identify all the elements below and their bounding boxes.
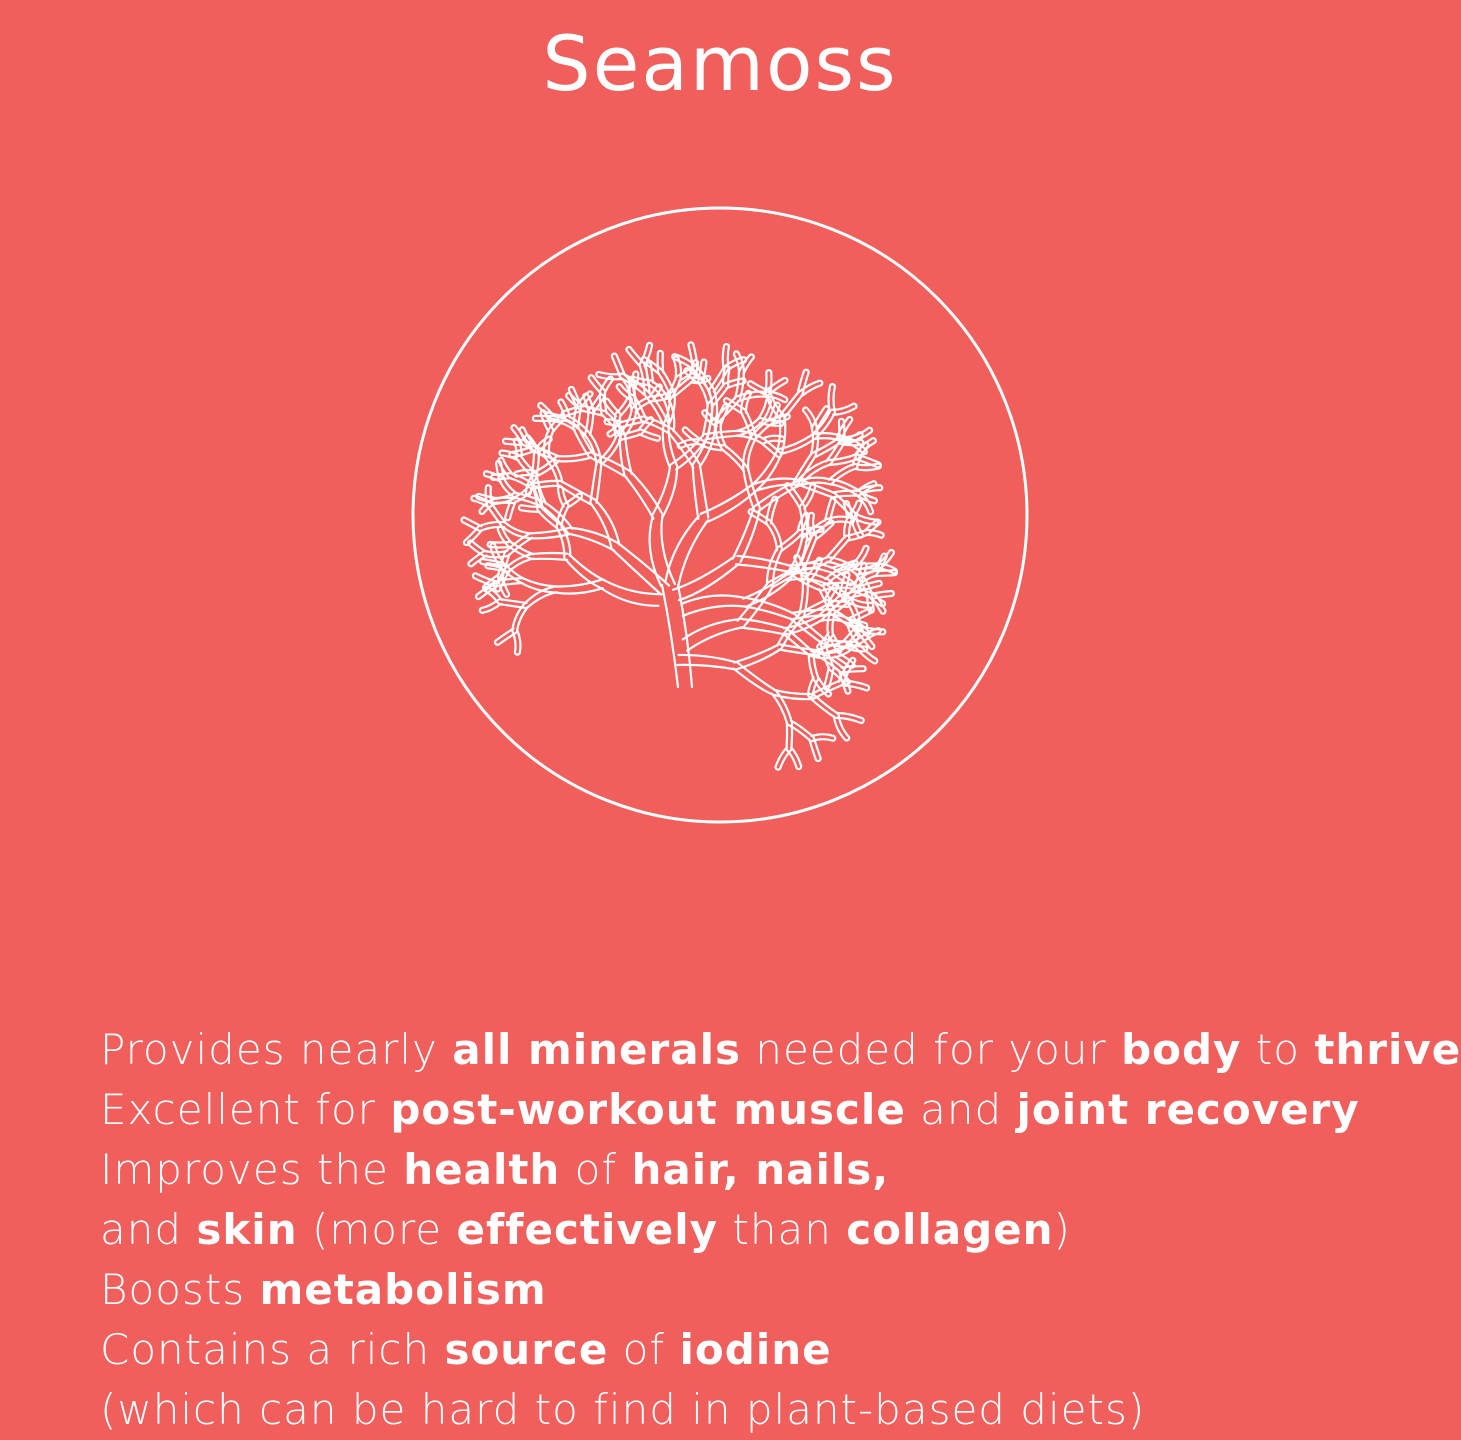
frond-segment [507, 554, 534, 571]
frond-segment [626, 347, 644, 367]
seamoss-branch-icon [462, 342, 897, 769]
benefit-highlight: skin [196, 1205, 298, 1254]
frond-segment [500, 599, 527, 608]
frond-segment [532, 481, 560, 489]
frond-segment [678, 655, 737, 669]
benefit-text: of [560, 1145, 632, 1194]
frond-segment [803, 408, 817, 430]
benefit-line [100, 1260, 1400, 1320]
benefit-text: Excellent for [100, 1085, 391, 1134]
benefit-highlight: joint recovery [1016, 1085, 1360, 1134]
benefit-text: and [905, 1085, 1017, 1134]
benefit-highlight: iodine [679, 1325, 832, 1374]
frond-segment [787, 747, 801, 769]
benefit-highlight: effectively [456, 1205, 719, 1254]
benefit-line [100, 1380, 1400, 1440]
frond-segment [733, 507, 760, 561]
benefit-line [100, 1140, 1400, 1200]
frond-segment [521, 578, 556, 592]
frond-segment [555, 580, 603, 594]
frond-segment [829, 464, 856, 484]
benefit-highlight: post-workout muscle [390, 1085, 906, 1134]
benefit-text: Improves the [100, 1145, 404, 1194]
page-title: Seamoss [542, 19, 898, 108]
frond-segment [736, 556, 789, 572]
frond-segment [681, 596, 746, 616]
benefit-highlight: source [444, 1325, 609, 1374]
benefit-highlight: all minerals [452, 1025, 741, 1074]
benefit-text: Boosts [100, 1265, 260, 1314]
benefit-line [100, 1200, 1400, 1260]
seamoss-emblem [410, 205, 1030, 825]
benefit-highlight: collagen [846, 1205, 1054, 1254]
frond-segment [625, 472, 662, 519]
benefit-highlight: metabolism [259, 1265, 547, 1314]
benefit-text: (which can be hard to find in plant-based diets) [100, 1385, 1146, 1434]
benefit-highlight: thrive [1314, 1025, 1461, 1074]
benefit-text: (more [297, 1205, 457, 1254]
frond-segment [601, 580, 662, 606]
frond-segment [565, 554, 604, 587]
benefit-text: than [718, 1205, 847, 1254]
frond-segment [809, 738, 820, 761]
benefit-line [100, 1080, 1400, 1140]
benefit-text: of [608, 1325, 680, 1374]
benefit-text: Contains a rich [100, 1325, 445, 1374]
benefit-text: needed for your [741, 1025, 1122, 1074]
benefit-text: to [1241, 1025, 1315, 1074]
frond-segment [650, 515, 675, 586]
frond-segment [591, 463, 602, 503]
frond-segment [462, 518, 482, 531]
frond-segment [532, 553, 567, 560]
frond-segment [688, 342, 697, 368]
benefit-line [100, 1320, 1400, 1380]
benefits-list [100, 1020, 1461, 1440]
frond-segment [653, 466, 677, 518]
benefit-text: Provides nearly [100, 1025, 453, 1074]
frond-segment [683, 619, 743, 650]
frond-segment [639, 430, 660, 441]
benefit-highlight: hair, nails, [631, 1145, 890, 1194]
benefit-highlight: health [403, 1145, 561, 1194]
frond-segment [673, 556, 739, 600]
benefit-text: ) [1053, 1205, 1071, 1254]
benefit-highlight: body [1121, 1025, 1242, 1074]
benefit-line [100, 1020, 1461, 1080]
benefit-text: and [100, 1205, 197, 1254]
